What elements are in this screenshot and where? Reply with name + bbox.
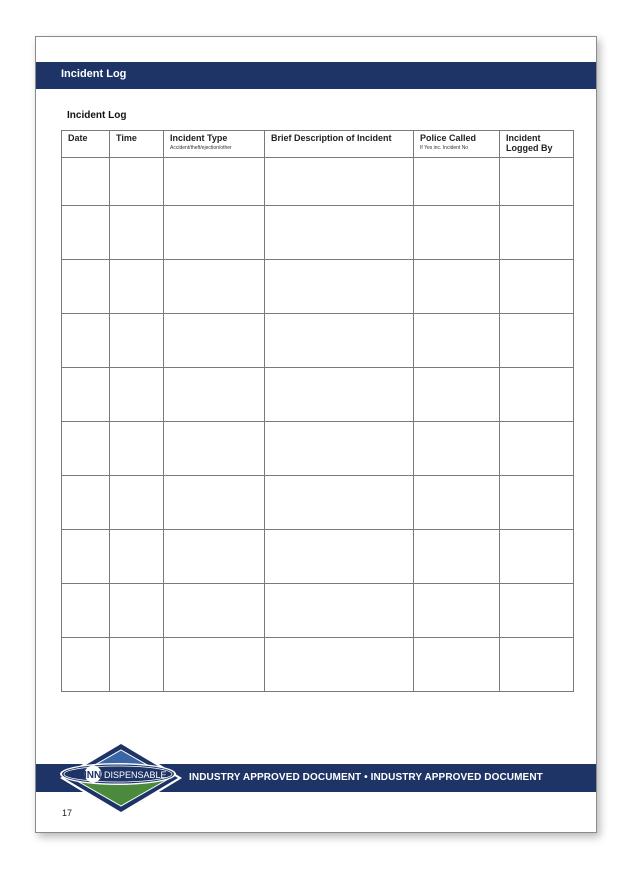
table-cell	[62, 638, 110, 692]
table-cell	[62, 314, 110, 368]
table-cell	[62, 476, 110, 530]
table-cell	[110, 476, 164, 530]
table-row	[62, 530, 574, 584]
column-header-incident-type	[164, 131, 265, 158]
table-cell	[500, 206, 574, 260]
table-cell	[164, 584, 265, 638]
table-cell	[500, 158, 574, 206]
table-row	[62, 206, 574, 260]
table-cell	[414, 368, 500, 422]
inndispensable-logo	[58, 740, 184, 816]
table-cell	[414, 584, 500, 638]
header-title: Incident Log	[61, 68, 127, 80]
table-cell	[265, 260, 414, 314]
logo-text-dispensable: DISPENSABLE	[104, 770, 167, 780]
table-cell	[110, 158, 164, 206]
column-header-label: Brief Description of Incident	[271, 133, 392, 143]
table-cell	[164, 530, 265, 584]
table-cell	[414, 530, 500, 584]
section-title: Incident Log	[67, 110, 127, 121]
table-cell	[62, 368, 110, 422]
column-header-time	[110, 131, 164, 158]
table-row	[62, 314, 574, 368]
table-row	[62, 584, 574, 638]
table-cell	[265, 368, 414, 422]
table-cell	[414, 158, 500, 206]
table-cell	[414, 422, 500, 476]
table-row	[62, 260, 574, 314]
incident-log-table	[61, 130, 574, 692]
table-cell	[164, 638, 265, 692]
table-cell	[265, 530, 414, 584]
table-cell	[265, 638, 414, 692]
table-row	[62, 422, 574, 476]
table-cell	[265, 206, 414, 260]
table-cell	[164, 368, 265, 422]
table-cell	[110, 422, 164, 476]
table-row	[62, 638, 574, 692]
table-cell	[164, 260, 265, 314]
column-header-label: Incident Logged By	[506, 133, 553, 153]
table-cell	[164, 206, 265, 260]
column-header-subtext: If Yes inc. Incident No	[420, 145, 469, 151]
table-cell	[62, 260, 110, 314]
table-cell	[500, 422, 574, 476]
table-cell	[500, 476, 574, 530]
table-cell	[414, 476, 500, 530]
table-cell	[414, 314, 500, 368]
table-row	[62, 476, 574, 530]
table-cell	[500, 260, 574, 314]
table-cell	[265, 314, 414, 368]
table-cell	[164, 314, 265, 368]
table-cell	[110, 530, 164, 584]
table-cell	[164, 158, 265, 206]
table-cell	[110, 368, 164, 422]
table-cell	[265, 476, 414, 530]
column-header-description	[265, 131, 414, 158]
table-cell	[265, 422, 414, 476]
column-header-label: Date	[68, 133, 88, 143]
column-header-label: Police Called	[420, 133, 477, 143]
table-cell	[414, 260, 500, 314]
table-cell	[110, 584, 164, 638]
table-cell	[164, 476, 265, 530]
table-cell	[265, 584, 414, 638]
table-cell	[265, 158, 414, 206]
table-cell	[62, 422, 110, 476]
table-cell	[62, 530, 110, 584]
column-header-police-called	[414, 131, 500, 158]
table-cell	[62, 206, 110, 260]
column-header-label: Time	[116, 133, 137, 143]
table-cell	[500, 368, 574, 422]
logo-text-inn: INN	[84, 770, 102, 781]
footer-approval-text: INDUSTRY APPROVED DOCUMENT • INDUSTRY APPROVED DOCUMENT	[189, 772, 543, 783]
table-body	[62, 158, 574, 692]
column-header-label: Incident Type	[170, 133, 228, 143]
table-row	[62, 158, 574, 206]
column-header-logged-by	[500, 131, 574, 158]
table-cell	[62, 584, 110, 638]
column-header-subtext: Accident/theft/ejection/other	[170, 145, 232, 151]
table-cell	[500, 638, 574, 692]
table-cell	[500, 530, 574, 584]
table-cell	[414, 638, 500, 692]
table-cell	[110, 314, 164, 368]
document-page	[35, 36, 597, 833]
page-number: 17	[62, 808, 73, 818]
header-band	[36, 62, 596, 89]
column-header-date	[62, 131, 110, 158]
table-row	[62, 368, 574, 422]
table-header-row	[62, 131, 574, 158]
table-cell	[110, 260, 164, 314]
table-cell	[414, 206, 500, 260]
table-cell	[500, 584, 574, 638]
table-cell	[110, 206, 164, 260]
table-cell	[500, 314, 574, 368]
table-cell	[164, 422, 265, 476]
table-cell	[62, 158, 110, 206]
table-cell	[110, 638, 164, 692]
